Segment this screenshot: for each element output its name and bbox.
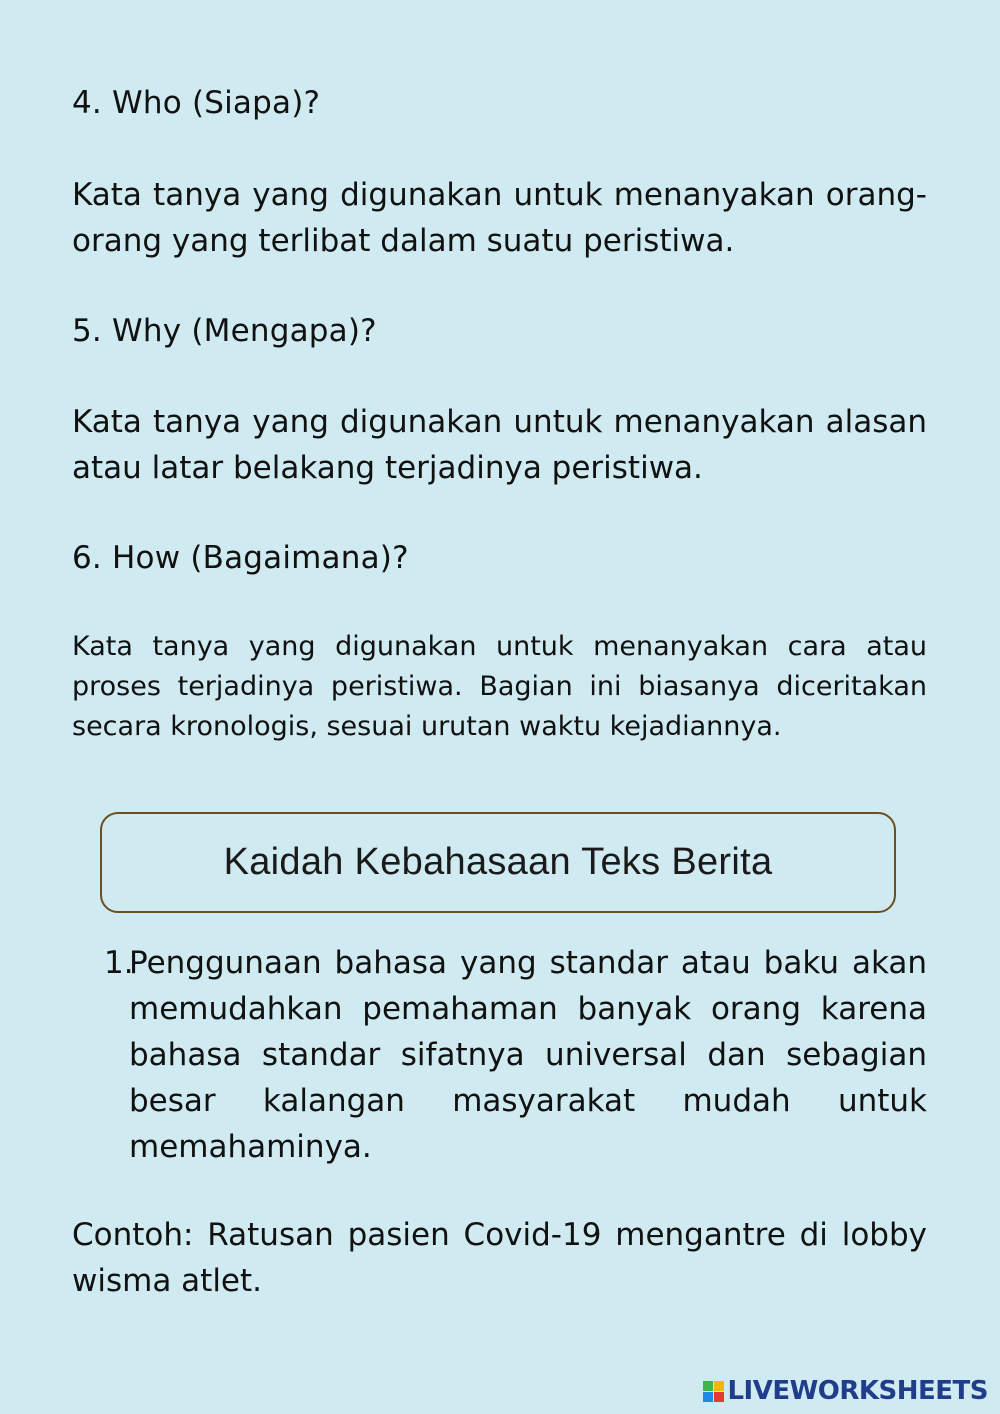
logo-square-yellow <box>714 1381 724 1391</box>
section-title-box <box>100 812 896 913</box>
logo-text: LIVEWORKSHEETS <box>727 1376 988 1406</box>
heading-why: 5. Why (Mengapa)? <box>72 313 377 349</box>
logo-square-red <box>714 1392 724 1402</box>
logo-grid-icon <box>703 1381 724 1402</box>
paragraph-who: Kata tanya yang digunakan untuk menanyakan orang-orang yang terlibat dalam suatu peristiwa. <box>72 177 927 259</box>
example-paragraph: Contoh: Ratusan pasien Covid-19 mengantre di lobby wisma atlet. <box>72 1217 927 1299</box>
list-item-text: Penggunaan bahasa yang standar atau baku akan memudahkan pemahaman banyak orang karena bahasa standar sifatnya universal dan sebagian besar kalangan masyarakat mudah untuk memahaminya. <box>129 945 927 1165</box>
list-item-number: 1. <box>104 945 134 981</box>
paragraph-how: Kata tanya yang digunakan untuk menanyakan cara atau proses terjadinya peristiwa. Bagian ini biasanya diceritakan secara kronologis, sesuai urutan waktu kejadiannya. <box>72 631 927 742</box>
liveworksheets-logo <box>703 1376 988 1406</box>
rules-list <box>104 940 927 1170</box>
list-item <box>104 940 927 1170</box>
section-title: Kaidah Kebahasaan Teks Berita <box>223 841 773 883</box>
heading-how: 6. How (Bagaimana)? <box>72 540 409 576</box>
logo-square-green <box>703 1381 713 1391</box>
logo-square-blue <box>703 1392 713 1402</box>
paragraph-why: Kata tanya yang digunakan untuk menanyakan alasan atau latar belakang terjadinya peristiwa. <box>72 404 927 486</box>
heading-who: 4. Who (Siapa)? <box>72 85 321 121</box>
